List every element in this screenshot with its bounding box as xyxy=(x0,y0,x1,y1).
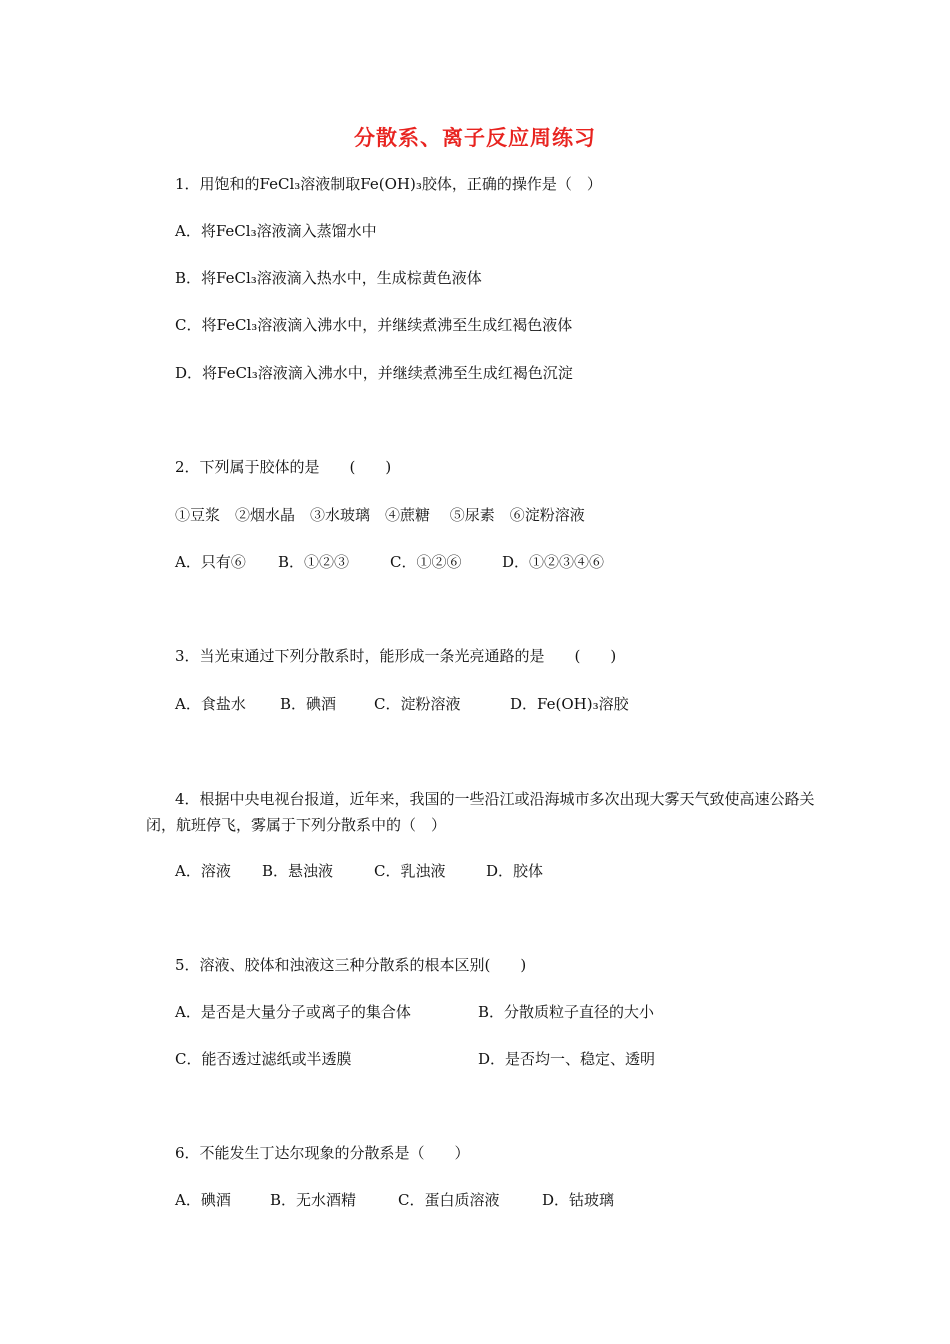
question-1-option-b: B．将FeCl₃溶液滴入热水中，生成棕黄色液体 xyxy=(175,269,482,287)
question-3-option-d: D．Fe(OH)₃溶胶 xyxy=(510,695,629,713)
page-title: 分散系、离子反应周练习 xyxy=(354,126,596,150)
question-5-option-c: C．能否透过滤纸或半透膜 xyxy=(175,1050,352,1068)
question-5-option-a: A．是否是大量分子或离子的集合体 xyxy=(175,1003,411,1021)
question-6-option-a: A．碘酒 xyxy=(175,1191,231,1209)
question-1-stem: 1．用饱和的FeCl₃溶液制取Fe(OH)₃胶体，正确的操作是（ ） xyxy=(175,175,602,193)
question-3-option-b: B．碘酒 xyxy=(280,695,337,713)
question-2-option-a: A．只有⑥ xyxy=(175,553,246,571)
question-3-option-c: C．淀粉溶液 xyxy=(374,695,461,713)
question-4-option-a: A．溶液 xyxy=(175,862,231,880)
question-4-option-d: D．胶体 xyxy=(486,862,544,880)
question-2-stem: 2．下列属于胶体的是 ( ) xyxy=(175,458,392,476)
question-4-stem: 4．根据中央电视台报道，近年来，我国的一些沿江或沿海城市多次出现大雾天气致使高速公路关闭，航班停飞，雾属于下列分散系中的（ ） xyxy=(146,790,815,834)
question-6-option-d: D．钴玻璃 xyxy=(542,1191,615,1209)
question-3-option-a: A．食盐水 xyxy=(175,695,246,713)
question-2-option-d: D．①②③④⑥ xyxy=(502,553,605,571)
question-6-stem: 6．不能发生丁达尔现象的分散系是（ ） xyxy=(175,1144,470,1162)
question-6-option-b: B．无水酒精 xyxy=(270,1191,357,1209)
question-3-stem: 3．当光束通过下列分散系时，能形成一条光亮通路的是 ( ) xyxy=(175,647,617,665)
question-2-items: ①豆浆 ②烟水晶 ③水玻璃 ④蔗糖 ⑤尿素 ⑥淀粉溶液 xyxy=(175,506,585,524)
question-5-option-d: D．是否均一、稳定、透明 xyxy=(478,1050,656,1068)
question-1-option-a: A．将FeCl₃溶液滴入蒸馏水中 xyxy=(175,222,377,240)
question-5-stem: 5．溶液、胶体和浊液这三种分散系的根本区别( ) xyxy=(175,956,527,974)
question-1-option-c: C．将FeCl₃溶液滴入沸水中，并继续煮沸至生成红褐色液体 xyxy=(175,316,573,334)
question-2-option-b: B．①②③ xyxy=(278,553,350,571)
question-4-option-b: B．悬浊液 xyxy=(262,862,334,880)
question-4-option-c: C．乳浊液 xyxy=(374,862,446,880)
question-5-option-b: B．分散质粒子直径的大小 xyxy=(478,1003,655,1021)
question-1-option-d: D．将FeCl₃溶液滴入沸水中，并继续煮沸至生成红褐色沉淀 xyxy=(175,364,573,382)
question-6-option-c: C．蛋白质溶液 xyxy=(398,1191,500,1209)
question-2-option-c: C．①②⑥ xyxy=(390,553,462,571)
